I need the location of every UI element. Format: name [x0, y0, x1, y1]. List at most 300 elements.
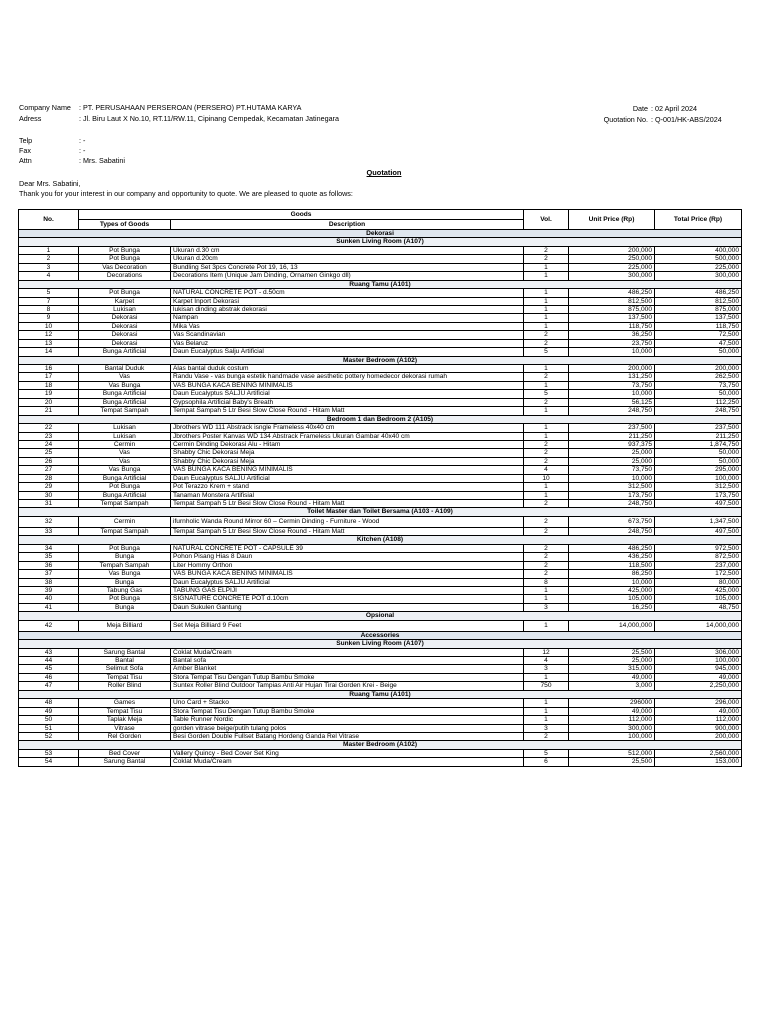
- cell-no: 20: [19, 398, 79, 406]
- cell-description: Tempat Sampah 5 Ltr Besi Slow Close Round - Hitam Matt: [171, 407, 524, 415]
- cell-total-price: 900,000: [655, 724, 742, 732]
- cell-description: Besi Gorden Double Fullset Batang Hordeng Ganda Rel Vitrase: [171, 732, 524, 740]
- cell-vol: 2: [524, 553, 569, 561]
- table-row: [19, 620, 742, 631]
- cell-vol: 2: [524, 339, 569, 347]
- cell-vol: 6: [524, 758, 569, 766]
- cell-unit-price: 248,750: [569, 527, 655, 535]
- cell-description: Ukuran d.20cm: [171, 255, 524, 263]
- cell-unit-price: 200,000: [569, 246, 655, 254]
- cell-vol: 8: [524, 578, 569, 586]
- cell-unit-price: 300,000: [569, 272, 655, 280]
- cell-description: Karpet Inport Dekorasi: [171, 297, 524, 305]
- table-row: [19, 553, 742, 561]
- table-row: [19, 322, 742, 330]
- cell-type: Dekorasi: [79, 314, 171, 322]
- cell-unit-price: 211,250: [569, 432, 655, 440]
- table-row: [19, 732, 742, 740]
- cell-total-price: 225,000: [655, 263, 742, 271]
- cell-type: Pot Bunga: [79, 246, 171, 254]
- cell-vol: 1: [524, 586, 569, 594]
- telp-value: : -: [79, 136, 86, 145]
- cell-no: 41: [19, 603, 79, 611]
- cell-total-price: 486,250: [655, 289, 742, 297]
- table-row: [19, 561, 742, 569]
- cell-unit-price: 173,750: [569, 491, 655, 499]
- cell-description: Tempat Sampah 5 Ltr Besi Slow Close Round - Hitam Matt: [171, 500, 524, 508]
- cell-vol: 1: [524, 289, 569, 297]
- cell-no: 42: [19, 620, 79, 631]
- cell-description: ifurnholic Wanda Round Mirror 60 – Cermin Dinding - Furniture - Wood: [171, 516, 524, 527]
- cell-total-price: 118,750: [655, 322, 742, 330]
- table-row: [19, 255, 742, 263]
- table-row: [19, 749, 742, 757]
- cell-total-price: 2,560,000: [655, 749, 742, 757]
- table-row: [19, 657, 742, 665]
- cell-type: Bed Cover: [79, 749, 171, 757]
- table-row: [19, 570, 742, 578]
- greeting: Dear Mrs. Sabatini,: [19, 179, 81, 188]
- group-label: Sunken Living Room (A107): [19, 640, 742, 648]
- table-row: [19, 457, 742, 465]
- cell-total-price: 137,500: [655, 314, 742, 322]
- cell-vol: 2: [524, 246, 569, 254]
- group-header-row: [19, 536, 742, 544]
- cell-vol: 2: [524, 331, 569, 339]
- group-header-row: [19, 741, 742, 749]
- cell-unit-price: 237,500: [569, 424, 655, 432]
- table-row: [19, 716, 742, 724]
- cell-no: 48: [19, 699, 79, 707]
- document-title: Quotation: [366, 168, 402, 177]
- cell-unit-price: 16,250: [569, 603, 655, 611]
- cell-type: Lukisan: [79, 432, 171, 440]
- cell-vol: 1: [524, 424, 569, 432]
- cell-description: NATURAL CONCRETE POT - CAPSULE 39: [171, 544, 524, 552]
- cell-no: 19: [19, 390, 79, 398]
- group-label: Sunken Living Room (A107): [19, 238, 742, 246]
- cell-no: 12: [19, 331, 79, 339]
- cell-vol: 1: [524, 381, 569, 389]
- cell-no: 47: [19, 682, 79, 690]
- cell-vol: 1: [524, 620, 569, 631]
- cell-no: 30: [19, 491, 79, 499]
- date-value: : 02 April 2024: [651, 104, 697, 113]
- cell-unit-price: 300,000: [569, 724, 655, 732]
- address-label: Adress: [19, 114, 42, 123]
- quotation-table: [18, 209, 742, 767]
- cell-description: Nampan: [171, 314, 524, 322]
- cell-total-price: 112,250: [655, 398, 742, 406]
- table-row: [19, 491, 742, 499]
- cell-unit-price: 250,000: [569, 255, 655, 263]
- cell-total-price: 875,000: [655, 305, 742, 313]
- cell-total-price: 497,500: [655, 527, 742, 535]
- cell-vol: 4: [524, 466, 569, 474]
- cell-type: Bunga: [79, 553, 171, 561]
- telp-label: Telp: [19, 136, 33, 145]
- cell-type: Dekorasi: [79, 331, 171, 339]
- cell-vol: 2: [524, 457, 569, 465]
- cell-vol: 2: [524, 527, 569, 535]
- table-row: [19, 516, 742, 527]
- cell-type: Dekorasi: [79, 322, 171, 330]
- cell-type: Karpet: [79, 297, 171, 305]
- table-row: [19, 466, 742, 474]
- table-row: [19, 665, 742, 673]
- cell-total-price: 211,250: [655, 432, 742, 440]
- cell-unit-price: 73,750: [569, 466, 655, 474]
- table-row: [19, 272, 742, 280]
- cell-total-price: 296,000: [655, 699, 742, 707]
- cell-unit-price: 14,000,000: [569, 620, 655, 631]
- col-header-total-price: Total Price (Rp): [655, 210, 742, 230]
- cell-total-price: 945,000: [655, 665, 742, 673]
- table-row: [19, 339, 742, 347]
- cell-total-price: 2,250,000: [655, 682, 742, 690]
- cell-description: NATURAL CONCRETE POT - d.50cm: [171, 289, 524, 297]
- table-row: [19, 398, 742, 406]
- cell-no: 1: [19, 246, 79, 254]
- cell-description: Gypsophila Artificial Baby's Breath: [171, 398, 524, 406]
- cell-total-price: 173,750: [655, 491, 742, 499]
- cell-unit-price: 25,000: [569, 449, 655, 457]
- cell-total-price: 295,000: [655, 466, 742, 474]
- cell-total-price: 262,500: [655, 373, 742, 381]
- cell-type: Sarung Bantal: [79, 648, 171, 656]
- cell-total-price: 105,000: [655, 595, 742, 603]
- cell-description: Daun Eucalyptus Salju Artificial: [171, 348, 524, 356]
- cell-description: VAS BUNGA KACA BENING MINIMALIS: [171, 381, 524, 389]
- cell-type: Bunga Artificial: [79, 491, 171, 499]
- cell-total-price: 49,000: [655, 707, 742, 715]
- cell-type: Roller Blind: [79, 682, 171, 690]
- cell-type: Sarung Bantal: [79, 758, 171, 766]
- cell-no: 51: [19, 724, 79, 732]
- cell-total-price: 500,000: [655, 255, 742, 263]
- cell-type: Bunga: [79, 603, 171, 611]
- cell-type: Tabung Gas: [79, 586, 171, 594]
- table-row: [19, 246, 742, 254]
- cell-unit-price: 10,000: [569, 578, 655, 586]
- cell-total-price: 497,500: [655, 500, 742, 508]
- cell-description: Cermin Dinding Dekorasi Alu - Hitam: [171, 440, 524, 448]
- cell-total-price: 312,500: [655, 483, 742, 491]
- table-row: [19, 331, 742, 339]
- cell-no: 49: [19, 707, 79, 715]
- cell-description: Jbrothers WD 111 Abstrack isngle Frameless 40x40 cm: [171, 424, 524, 432]
- cell-unit-price: 137,500: [569, 314, 655, 322]
- cell-type: Tempat Sampah: [79, 500, 171, 508]
- group-label: Master Bedroom (A102): [19, 356, 742, 364]
- cell-description: lukisan dinding abstrak dekorasi: [171, 305, 524, 313]
- cell-type: Tempat Sampah: [79, 407, 171, 415]
- cell-description: Liter Hommy Orthon: [171, 561, 524, 569]
- col-header-description: Description: [171, 220, 524, 230]
- cell-vol: 1: [524, 314, 569, 322]
- table-row: [19, 305, 742, 313]
- cell-vol: 5: [524, 390, 569, 398]
- cell-unit-price: 486,250: [569, 544, 655, 552]
- cell-description: Suntex Roller Blind Outdoor Tampias Anti Air Hujan Tirai Gorden Krei - Beige: [171, 682, 524, 690]
- cell-no: 53: [19, 749, 79, 757]
- cell-total-price: 872,500: [655, 553, 742, 561]
- cell-total-price: 306,000: [655, 648, 742, 656]
- cell-unit-price: 3,000: [569, 682, 655, 690]
- table-row: [19, 603, 742, 611]
- cell-type: Tempat Tisu: [79, 673, 171, 681]
- cell-description: Bundling Set 3pcs Concrete Pot 19, 16, 13: [171, 263, 524, 271]
- cell-total-price: 812,500: [655, 297, 742, 305]
- cell-total-price: 50,000: [655, 449, 742, 457]
- cell-vol: 2: [524, 373, 569, 381]
- cell-unit-price: 118,500: [569, 561, 655, 569]
- table-row: [19, 381, 742, 389]
- cell-unit-price: 105,000: [569, 595, 655, 603]
- col-header-unit-price: Unit Price (Rp): [569, 210, 655, 230]
- cell-description: Randu Vase - vas bunga estetik handmade vase aesthetic pottery homedecor dekorasi rumah: [171, 373, 524, 381]
- cell-total-price: 112,000: [655, 716, 742, 724]
- cell-unit-price: 248,750: [569, 407, 655, 415]
- cell-unit-price: 56,125: [569, 398, 655, 406]
- table-row: [19, 263, 742, 271]
- cell-total-price: 400,000: [655, 246, 742, 254]
- table-row: [19, 673, 742, 681]
- cell-unit-price: 315,000: [569, 665, 655, 673]
- cell-type: Meja Billiard: [79, 620, 171, 631]
- cell-type: Games: [79, 699, 171, 707]
- cell-description: Ukuran d.30 cm: [171, 246, 524, 254]
- cell-no: 34: [19, 544, 79, 552]
- cell-no: 18: [19, 381, 79, 389]
- cell-unit-price: 131,250: [569, 373, 655, 381]
- cell-type: Tempat Sampah: [79, 527, 171, 535]
- cell-unit-price: 225,000: [569, 263, 655, 271]
- cell-total-price: 73,750: [655, 381, 742, 389]
- cell-total-price: 48,750: [655, 603, 742, 611]
- group-label: Ruang Tamu (A101): [19, 690, 742, 698]
- cell-type: Vas Decoration: [79, 263, 171, 271]
- table-row: [19, 699, 742, 707]
- cell-description: Daun Sukulen Gantung: [171, 603, 524, 611]
- cell-unit-price: 118,750: [569, 322, 655, 330]
- cell-no: 35: [19, 553, 79, 561]
- cell-total-price: 100,000: [655, 657, 742, 665]
- table-row: [19, 474, 742, 482]
- cell-unit-price: 112,000: [569, 716, 655, 724]
- cell-description: Stora Tempat Tisu Dengan Tutup Bambu Smoke: [171, 707, 524, 715]
- cell-no: 46: [19, 673, 79, 681]
- intro-text: Thank you for your interest in our company and opportunity to quote. We are pleased to quote as follows:: [19, 189, 353, 198]
- cell-total-price: 200,000: [655, 732, 742, 740]
- group-label: Kitchen (A108): [19, 536, 742, 544]
- cell-type: Decorations: [79, 272, 171, 280]
- cell-description: Amber Blanket: [171, 665, 524, 673]
- table-row: [19, 348, 742, 356]
- cell-vol: 2: [524, 516, 569, 527]
- cell-vol: 1: [524, 699, 569, 707]
- cell-unit-price: 23,750: [569, 339, 655, 347]
- cell-description: Tanaman Monstera Artifisial: [171, 491, 524, 499]
- section-label: Accessories: [19, 631, 742, 639]
- cell-total-price: 1,874,750: [655, 440, 742, 448]
- cell-description: Coklat Muda/Cream: [171, 648, 524, 656]
- cell-vol: 1: [524, 407, 569, 415]
- cell-total-price: 72,500: [655, 331, 742, 339]
- cell-unit-price: 248,750: [569, 500, 655, 508]
- company-name-label: Company Name: [19, 103, 71, 112]
- table-row: [19, 758, 742, 766]
- cell-type: Bantal Duduk: [79, 365, 171, 373]
- cell-total-price: 425,000: [655, 586, 742, 594]
- cell-type: Vas: [79, 373, 171, 381]
- cell-no: 45: [19, 665, 79, 673]
- cell-unit-price: 25,500: [569, 758, 655, 766]
- cell-description: Decorations Item (Unique Jam Dinding, Ornamen Ginkgo dll): [171, 272, 524, 280]
- cell-vol: 1: [524, 297, 569, 305]
- cell-type: Vas Bunga: [79, 466, 171, 474]
- cell-type: Bunga Artificial: [79, 398, 171, 406]
- table-row: [19, 424, 742, 432]
- table-row: [19, 407, 742, 415]
- cell-no: 3: [19, 263, 79, 271]
- cell-total-price: 14,000,000: [655, 620, 742, 631]
- cell-unit-price: 73,750: [569, 381, 655, 389]
- col-header-goods: Goods: [79, 210, 524, 220]
- cell-type: Pot Bunga: [79, 483, 171, 491]
- table-row: [19, 483, 742, 491]
- cell-no: 21: [19, 407, 79, 415]
- cell-unit-price: 673,750: [569, 516, 655, 527]
- cell-no: 27: [19, 466, 79, 474]
- cell-unit-price: 200,000: [569, 365, 655, 373]
- cell-description: Daun Eucalyptus SALJU Artificial: [171, 390, 524, 398]
- cell-no: 9: [19, 314, 79, 322]
- group-header-row: [19, 612, 742, 620]
- col-header-no: No.: [19, 210, 79, 230]
- group-label: Opsional: [19, 612, 742, 620]
- date-label: Date: [632, 104, 648, 113]
- cell-description: Shabby Chic Dekorasi Meja: [171, 449, 524, 457]
- cell-vol: 1: [524, 272, 569, 280]
- cell-type: Cermin: [79, 516, 171, 527]
- cell-no: 33: [19, 527, 79, 535]
- group-header-row: [19, 508, 742, 516]
- cell-vol: 750: [524, 682, 569, 690]
- cell-total-price: 300,000: [655, 272, 742, 280]
- table-row: [19, 373, 742, 381]
- cell-vol: 3: [524, 665, 569, 673]
- cell-no: 52: [19, 732, 79, 740]
- cell-type: Bunga Artificial: [79, 474, 171, 482]
- cell-no: 7: [19, 297, 79, 305]
- group-header-row: [19, 640, 742, 648]
- cell-unit-price: 25,000: [569, 657, 655, 665]
- cell-description: Set Meja Billiard 9 Feet: [171, 620, 524, 631]
- cell-total-price: 50,000: [655, 348, 742, 356]
- cell-description: Vas Scandinavian: [171, 331, 524, 339]
- group-header-row: [19, 690, 742, 698]
- address-value: : Jl. Biru Laut X No.10, RT.11/RW.11, Cipinang Cempedak, Kecamatan Jatinegara: [79, 114, 339, 123]
- cell-no: 50: [19, 716, 79, 724]
- cell-no: 2: [19, 255, 79, 263]
- cell-total-price: 80,000: [655, 578, 742, 586]
- cell-vol: 10: [524, 474, 569, 482]
- table-row: [19, 289, 742, 297]
- cell-no: 43: [19, 648, 79, 656]
- cell-no: 25: [19, 449, 79, 457]
- group-header-row: [19, 238, 742, 246]
- section-header-row: [19, 631, 742, 639]
- cell-type: Bunga: [79, 578, 171, 586]
- cell-type: Vas Bunga: [79, 570, 171, 578]
- cell-type: Bunga Artificial: [79, 390, 171, 398]
- cell-type: Pot Bunga: [79, 595, 171, 603]
- group-label: Ruang Tamu (A101): [19, 280, 742, 288]
- cell-no: 16: [19, 365, 79, 373]
- cell-vol: 2: [524, 544, 569, 552]
- cell-description: Bantal sofa: [171, 657, 524, 665]
- cell-description: Table Runner Nordic: [171, 716, 524, 724]
- group-label: Master Bedroom (A102): [19, 741, 742, 749]
- table-row: [19, 682, 742, 690]
- section-header-row: [19, 230, 742, 238]
- cell-unit-price: 10,000: [569, 474, 655, 482]
- cell-description: Daun Eucalyptus SALJU Artificial: [171, 578, 524, 586]
- table-row: [19, 578, 742, 586]
- col-header-vol: Vol.: [524, 210, 569, 230]
- cell-no: 44: [19, 657, 79, 665]
- table-row: [19, 432, 742, 440]
- cell-unit-price: 25,500: [569, 648, 655, 656]
- cell-vol: 2: [524, 500, 569, 508]
- cell-type: Vitrase: [79, 724, 171, 732]
- section-label: Dekorasi: [19, 230, 742, 238]
- fax-value: : -: [79, 146, 86, 155]
- table-row: [19, 314, 742, 322]
- cell-no: 14: [19, 348, 79, 356]
- cell-unit-price: 436,250: [569, 553, 655, 561]
- cell-vol: 5: [524, 348, 569, 356]
- cell-description: Vas Belaruz: [171, 339, 524, 347]
- cell-no: 39: [19, 586, 79, 594]
- table-body: [19, 230, 742, 767]
- cell-vol: 1: [524, 305, 569, 313]
- quotation-meta: [574, 103, 722, 125]
- cell-vol: 2: [524, 561, 569, 569]
- cell-type: Tempat Tisu: [79, 707, 171, 715]
- table-row: [19, 707, 742, 715]
- cell-total-price: 200,000: [655, 365, 742, 373]
- cell-description: TABUNG GAS ELPIJI: [171, 586, 524, 594]
- cell-total-price: 172,500: [655, 570, 742, 578]
- cell-total-price: 50,000: [655, 457, 742, 465]
- cell-unit-price: 937,375: [569, 440, 655, 448]
- group-header-row: [19, 280, 742, 288]
- cell-no: 8: [19, 305, 79, 313]
- cell-vol: 1: [524, 716, 569, 724]
- cell-no: 28: [19, 474, 79, 482]
- cell-total-price: 49,000: [655, 673, 742, 681]
- cell-total-price: 153,000: [655, 758, 742, 766]
- cell-description: Mika Vas: [171, 322, 524, 330]
- cell-unit-price: 36,250: [569, 331, 655, 339]
- cell-no: 29: [19, 483, 79, 491]
- table-row: [19, 449, 742, 457]
- cell-vol: 2: [524, 449, 569, 457]
- cell-unit-price: 10,000: [569, 390, 655, 398]
- cell-total-price: 972,500: [655, 544, 742, 552]
